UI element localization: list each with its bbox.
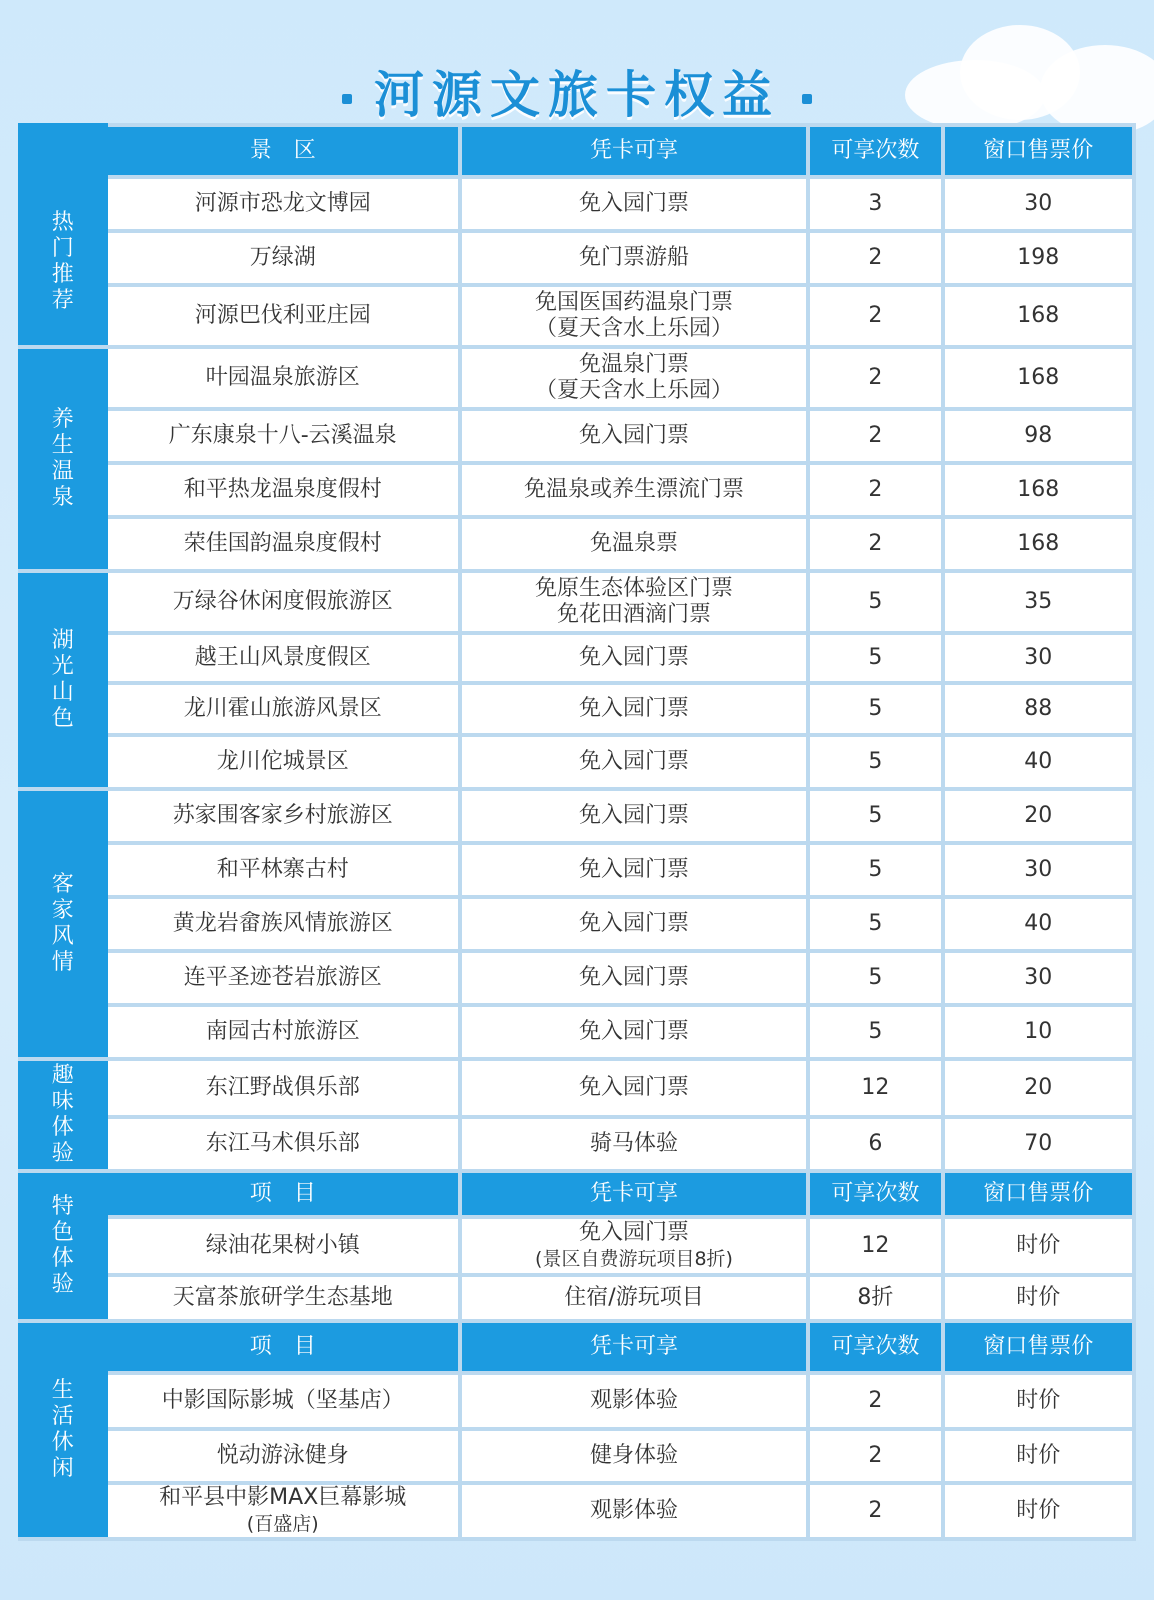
table-row: 客家风情 苏家围客家乡村旅游区 免入园门票 5 20	[20, 789, 1134, 843]
table-row: 和平县中影MAX巨幕影城 (百盛店) 观影体验 2 时价	[20, 1483, 1134, 1539]
table-row: 越王山风景度假区 免入园门票 5 30	[20, 633, 1134, 683]
category-lake-mountain: 湖光山色	[20, 571, 106, 789]
bullet-dot-icon	[802, 94, 812, 104]
table-header-row: 生活休闲 项 目 凭卡可享 可享次数 窗口售票价	[20, 1321, 1134, 1373]
table-row: 连平圣迹苍岩旅游区 免入园门票 5 30	[20, 951, 1134, 1005]
header-times: 可享次数	[808, 125, 942, 177]
table-row: 天富茶旅研学生态基地 住宿/游玩项目 8折 时价	[20, 1275, 1134, 1321]
table-row: 养生温泉 叶园温泉旅游区 免温泉门票 （夏天含水上乐园） 2 168	[20, 347, 1134, 409]
table-row: 黄龙岩畲族风情旅游区 免入园门票 5 40	[20, 897, 1134, 951]
table-row: 趣味体验 东江野战俱乐部 免入园门票 12 20	[20, 1059, 1134, 1117]
category-hot: 热门推荐	[20, 177, 106, 347]
table-row: 和平热龙温泉度假村 免温泉或养生漂流门票 2 168	[20, 463, 1134, 517]
category-special: 特色体验	[20, 1171, 106, 1321]
table-row: 中影国际影城（坚基店） 观影体验 2 时价	[20, 1373, 1134, 1429]
table-row: 万绿湖 免门票游船 2 198	[20, 231, 1134, 285]
table-header-row: 特色体验 项 目 凭卡可享 可享次数 窗口售票价	[20, 1171, 1134, 1217]
header-scenic: 景 区	[106, 125, 460, 177]
table-row: 东江马术俱乐部 骑马体验 6 70	[20, 1117, 1134, 1171]
table-row: 荣佳国韵温泉度假村 免温泉票 2 168	[20, 517, 1134, 571]
table-row: 绿油花果树小镇 免入园门票 (景区自费游玩项目8折) 12 时价	[20, 1217, 1134, 1275]
table-row: 南园古村旅游区 免入园门票 5 10	[20, 1005, 1134, 1059]
header-price: 窗口售票价	[943, 125, 1134, 177]
header-benefit: 凭卡可享	[460, 125, 808, 177]
table-row: 湖光山色 万绿谷休闲度假旅游区 免原生态体验区门票 免花田酒滴门票 5 35	[20, 571, 1134, 633]
table-row: 河源巴伐利亚庄园 免国医国药温泉门票 （夏天含水上乐园） 2 168	[20, 285, 1134, 347]
category-fun: 趣味体验	[20, 1059, 106, 1171]
table-row: 广东康泉十八-云溪温泉 免入园门票 2 98	[20, 409, 1134, 463]
category-hakka: 客家风情	[20, 789, 106, 1059]
table-row: 和平林寨古村 免入园门票 5 30	[20, 843, 1134, 897]
table-row: 龙川霍山旅游风景区 免入园门票 5 88	[20, 683, 1134, 735]
table-row: 龙川佗城景区 免入园门票 5 40	[20, 735, 1134, 789]
category-hotspring: 养生温泉	[20, 347, 106, 571]
table-header-row	[20, 125, 1134, 177]
bullet-dot-icon	[342, 94, 352, 104]
table-row: 热门推荐 河源市恐龙文博园 免入园门票 3 30	[20, 177, 1134, 231]
category-leisure: 生活休闲	[20, 1321, 106, 1539]
table-row: 悦动游泳健身 健身体验 2 时价	[20, 1429, 1134, 1483]
benefits-table	[18, 123, 1136, 1541]
page-title: 河源文旅卡权益	[0, 55, 1154, 127]
